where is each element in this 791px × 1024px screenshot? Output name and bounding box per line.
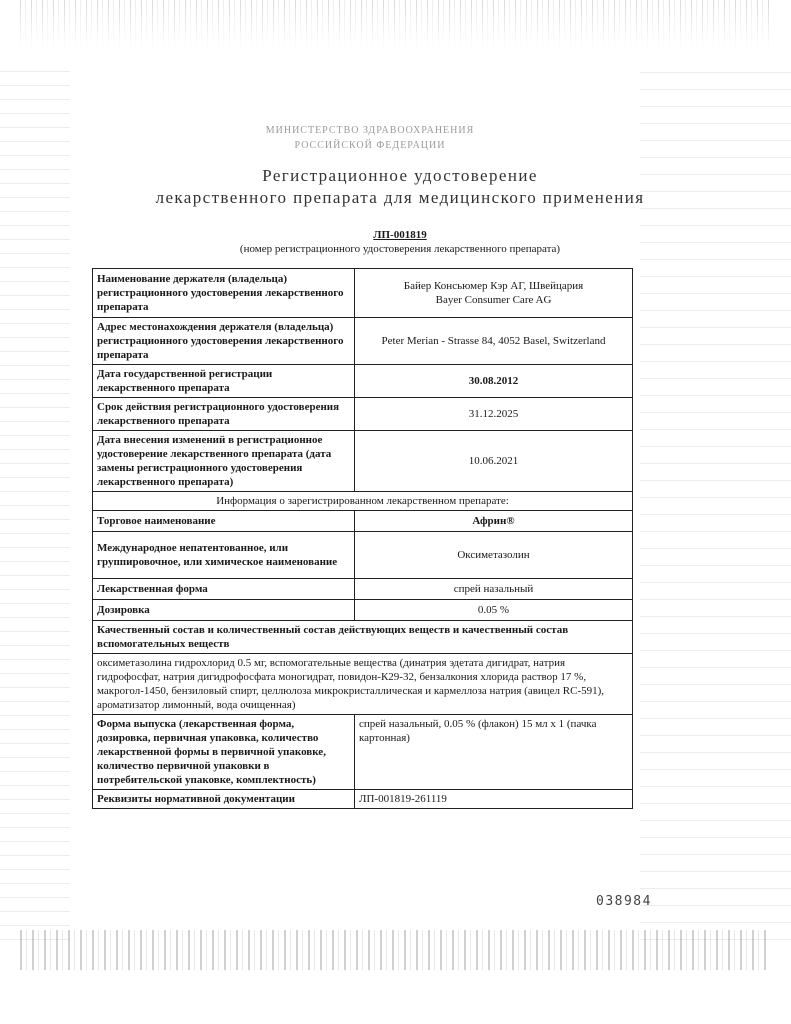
ministry-line-1: МИНИСТЕРСТВО ЗДРАВООХРАНЕНИЯ bbox=[265, 125, 475, 136]
table-row bbox=[93, 318, 633, 365]
dosage-form-label: Лекарственная форма bbox=[93, 579, 355, 600]
validity: 31.12.2025 bbox=[355, 398, 633, 431]
table-row bbox=[93, 654, 633, 715]
registration-number-caption: (номер регистрационного удостоверения лекарственного препарата) bbox=[239, 243, 561, 255]
holder-name-en: Bayer Consumer Care AG bbox=[435, 294, 552, 306]
changes-date: 10.06.2021 bbox=[355, 431, 633, 492]
dosage: 0.05 % bbox=[355, 600, 633, 621]
changes-date-label: Дата внесения изменений в регистрационное удостоверение лекарственного препарата (дата замены регистрационного удостоверения лекарственного препарата) bbox=[93, 431, 355, 492]
dosage-form: спрей назальный bbox=[355, 579, 633, 600]
table-row bbox=[93, 269, 633, 318]
normative-label: Реквизиты нормативной документации bbox=[93, 790, 355, 809]
holder-name-ru: Байер Консьюмер Кэр АГ, Швейцария bbox=[403, 280, 584, 292]
scan-noise-bottom bbox=[20, 930, 770, 970]
holder-address: Peter Merian - Strasse 84, 4052 Basel, Switzerland bbox=[355, 318, 633, 365]
dosage-label: Дозировка bbox=[93, 600, 355, 621]
registration-number-block bbox=[150, 228, 650, 256]
normative-doc: ЛП-001819-261119 bbox=[355, 790, 633, 809]
inn-label: Международное непатентованное, или группировочное, или химическое наименование bbox=[93, 532, 355, 579]
holder-name-label: Наименование держателя (владельца) регистрационного удостоверения лекарственного препарата bbox=[93, 269, 355, 318]
ministry-heading bbox=[230, 123, 510, 153]
table-row bbox=[93, 715, 633, 790]
table-row bbox=[93, 621, 633, 654]
holder-address-label: Адрес местонахождения держателя (владельца) регистрационного удостоверения лекарственного препарата bbox=[93, 318, 355, 365]
document-title bbox=[90, 165, 710, 209]
table-row bbox=[93, 431, 633, 492]
table-row bbox=[93, 492, 633, 511]
table-row bbox=[93, 511, 633, 532]
drug-info-header: Информация о зарегистрированном лекарственном препарате: bbox=[93, 492, 633, 511]
release-form-label: Форма выпуска (лекарственная форма, дозировка, первичная упаковка, количество лекарственной формы в первичной упаковке, количество первичной упаковки в потребительской упаковке, комплектность) bbox=[93, 715, 355, 790]
registration-number: ЛП-001819 bbox=[373, 229, 427, 241]
validity-label: Срок действия регистрационного удостоверения лекарственного препарата bbox=[93, 398, 355, 431]
ministry-line-2: РОССИЙСКОЙ ФЕДЕРАЦИИ bbox=[294, 140, 446, 151]
trade-name-label: Торговое наименование bbox=[93, 511, 355, 532]
reg-date-label: Дата государственной регистрации лекарственного препарата bbox=[93, 365, 355, 398]
scan-noise-top bbox=[20, 0, 770, 48]
title-line-2: лекарственного препарата для медицинского применения bbox=[155, 188, 645, 207]
release-form: спрей назальный, 0.05 % (флакон) 15 мл х 1 (пачка картонная) bbox=[355, 715, 633, 790]
table-row bbox=[93, 600, 633, 621]
reg-date: 30.08.2012 bbox=[355, 365, 633, 398]
table-row bbox=[93, 579, 633, 600]
table-row bbox=[93, 790, 633, 809]
composition-label: Качественный состав и количественный состав действующих веществ и качественный состав вспомогательных веществ bbox=[93, 621, 633, 654]
table-row bbox=[93, 365, 633, 398]
table-row bbox=[93, 532, 633, 579]
title-line-1: Регистрационное удостоверение bbox=[262, 166, 538, 185]
holder-name-cell bbox=[355, 269, 633, 318]
scan-noise-left bbox=[0, 60, 70, 940]
composition: оксиметазолина гидрохлорид 0.5 мг, вспомогательные вещества (динатрия эдетата дигидрат, натрия гидрофосфат, натрия дигидрофосфата моногидрат, повидон-К29-32, бензалкония хлорида раствор 17 %, макрогол-1450, бензиловый спирт, целлюлоза микрокристаллическая и кармеллоза натрия (авицел RC-591), ароматизатор лимонный, вода очищенная) bbox=[93, 654, 633, 715]
table-row bbox=[93, 398, 633, 431]
inn: Оксиметазолин bbox=[355, 532, 633, 579]
registration-table bbox=[92, 268, 633, 809]
trade-name: Африн® bbox=[355, 511, 633, 532]
stamp-number: 038984 bbox=[596, 894, 652, 909]
